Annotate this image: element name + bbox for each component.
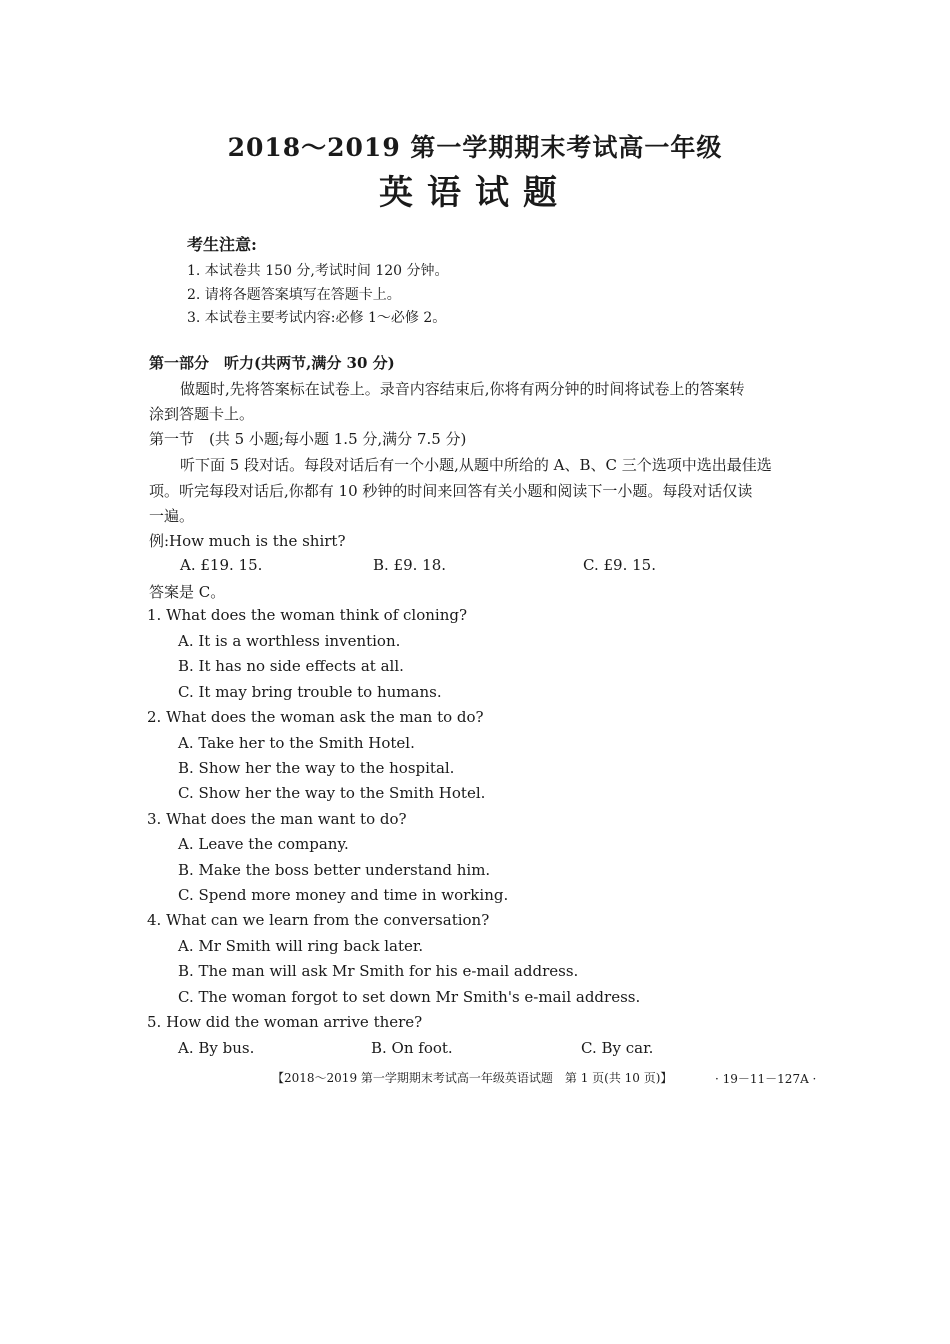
section-instruction: 项。听完每段对话后,你都有 10 秒钟的时间来回答有关小题和阅读下一小题。每段对话仅读 [149,482,753,500]
notice-item: 2. 请将各题答案填写在答题卡上。 [187,287,401,303]
page-footer: 【2018～2019 第一学期期末考试高一年级英语试题 第 1 页(共 10 页)】 [272,1071,673,1085]
answer-option: B. It has no side effects at all. [178,657,404,675]
question: 1. What does the woman think of cloning? [147,606,468,624]
answer-option: A. Leave the company. [178,835,349,853]
question: 3. What does the man want to do? [147,810,407,828]
notice-item: 3. 本试卷主要考试内容:必修 1～必修 2。 [187,310,447,326]
example-option-a: A. £19. 15. [180,556,263,574]
example-answer: 答案是 C。 [149,583,226,601]
section-heading: 第一节 (共 5 小题;每小题 1.5 分,满分 7.5 分) [149,430,467,448]
section-instruction: 一遍。 [149,507,195,525]
part-heading: 第一部分 听力(共两节,满分 30 分) [149,354,395,372]
notice-heading: 考生注意: [187,235,257,254]
question: 4. What can we learn from the conversation? [147,911,490,929]
answer-option: B. On foot. [371,1039,453,1057]
instruction-text: 做题时,先将答案标在试卷上。录音内容结束后,你将有两分钟的时间将试卷上的答案转 [180,380,745,398]
example-option-b: B. £9. 18. [373,556,447,574]
section-instruction: 听下面 5 段对话。每段对话后有一个小题,从题中所给的 A、B、C 三个选项中选出最佳选 [180,456,772,474]
answer-option: C. The woman forgot to set down Mr Smith's e-mail address. [178,988,641,1006]
instruction-text: 涂到答题卡上。 [149,405,255,423]
subject-title: 英语试题 [379,173,571,213]
exam-title: 2018～2019 第一学期期末考试高一年级 [227,133,723,162]
answer-option: C. Show her the way to the Smith Hotel. [178,784,486,802]
question: 2. What does the woman ask the man to do? [147,708,484,726]
answer-option: B. The man will ask Mr Smith for his e-mail address. [178,962,579,980]
answer-option: B. Show her the way to the hospital. [178,759,455,777]
answer-option: B. Make the boss better understand him. [178,861,491,879]
answer-option: A. Mr Smith will ring back later. [178,937,424,955]
answer-option: A. It is a worthless invention. [178,632,401,650]
example-option-c: C. £9. 15. [583,556,656,574]
answer-option: C. Spend more money and time in working. [178,886,509,904]
exam-code: · 19－11－127A · [715,1072,817,1086]
answer-option: C. By car. [581,1039,654,1057]
notice-item: 1. 本试卷共 150 分,考试时间 120 分钟。 [187,263,449,279]
answer-option: A. By bus. [178,1039,255,1057]
answer-option: A. Take her to the Smith Hotel. [178,734,415,752]
answer-option: C. It may bring trouble to humans. [178,683,442,701]
question: 5. How did the woman arrive there? [147,1013,423,1031]
example-question: 例:How much is the shirt? [149,532,346,550]
